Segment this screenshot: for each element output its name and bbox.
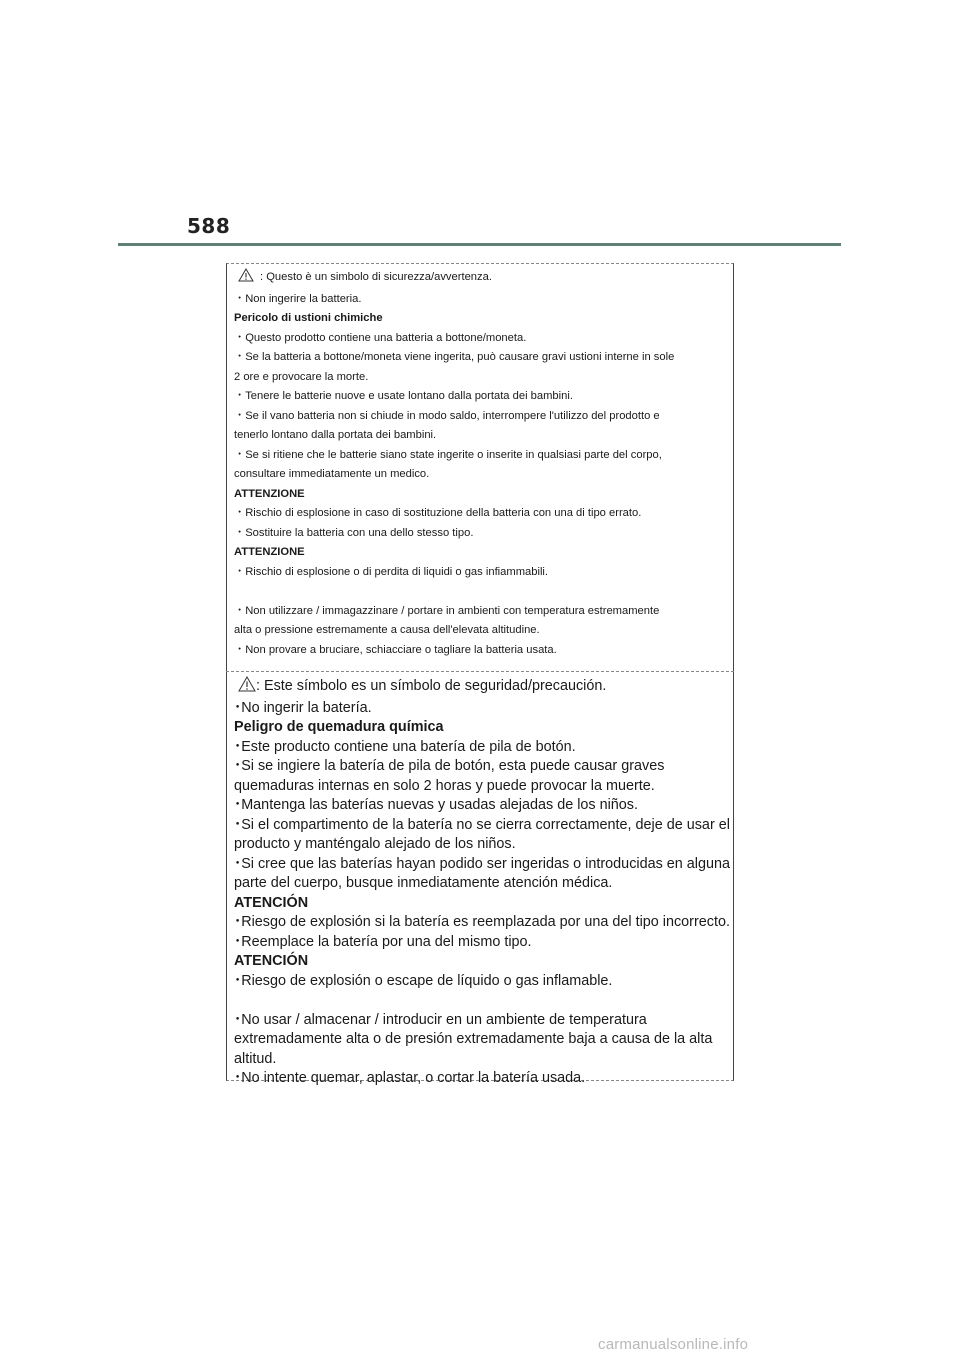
italian-symbol-note: : Questo è un simbolo di sicurezza/avvertenza.: [260, 271, 492, 283]
it-line: ・Questo prodotto contiene una batteria a bottone/moneta.: [234, 331, 527, 344]
it-line: ・Se si ritiene che le batterie siano state ingerite o inserite in qualsiasi parte del corpo,: [234, 448, 662, 461]
es-blank-line: [234, 991, 730, 1011]
it-line: ・Non provare a bruciare, schiacciare o tagliare la batteria usata.: [234, 643, 557, 656]
page-number: 588: [187, 214, 231, 238]
es-line: ･No ingerir la batería.: [234, 699, 372, 716]
it-line: consultare immediatamente un medico.: [234, 468, 430, 480]
language-divider: [226, 671, 734, 672]
es-line: parte del cuerpo, busque inmediatamente atención médica.: [234, 875, 613, 891]
it-line: ・Tenere le batterie nuove e usate lontano dalla portata dei bambini.: [234, 390, 573, 402]
it-line: ・Rischio di esplosione in caso di sostituzione della batteria con una di tipo errato.: [234, 507, 642, 519]
it-line: 2 ore e provocare la morte.: [234, 370, 369, 383]
it-line: ・Sostituire la batteria con una dello stesso tipo.: [234, 526, 474, 539]
es-line: ･Reemplace la batería por una del mismo tipo.: [234, 933, 532, 950]
es-line: altitud.: [234, 1050, 277, 1067]
it-line: ・Non utilizzare / immagazzinare / portare in ambienti con temperatura estremamente: [234, 604, 660, 617]
es-line: extremadamente alta o de presión extremadamente baja a causa de la alta: [234, 1031, 713, 1047]
it-blank-line: [234, 582, 730, 602]
es-heading: ATENCIÓN: [234, 953, 309, 969]
es-line: ･Riesgo de explosión si la batería es reemplazada por una del tipo incorrecto.: [234, 914, 730, 930]
es-line: ･No intente quemar, aplastar, o cortar la batería usada.: [234, 1070, 586, 1086]
es-line: ･Riesgo de explosión o escape de líquido o gas inflamable.: [234, 972, 613, 989]
italian-warning-section: [234, 268, 730, 660]
es-line: ･Si el compartimento de la batería no se cierra correctamente, deje de usar el: [234, 816, 730, 833]
es-line: ･No usar / almacenar / introducir en un ambiente de temperatura: [234, 1011, 647, 1028]
italian-symbol-line: [234, 268, 730, 290]
it-line: ・Rischio di esplosione o di perdita di liquidi o gas infiammabili.: [234, 565, 549, 578]
es-line: ･Si se ingiere la batería de pila de botón, esta puede causar graves: [234, 758, 665, 774]
it-line: ・Non ingerire la batteria.: [234, 292, 362, 305]
it-heading: ATTENZIONE: [234, 546, 305, 558]
it-line: ・Se la batteria a bottone/moneta viene ingerita, può causare gravi ustioni interne in sole: [234, 351, 675, 363]
es-line: ･Este producto contiene una batería de pila de botón.: [234, 738, 576, 755]
it-heading: ATTENZIONE: [234, 487, 305, 500]
spanish-warning-section: [234, 676, 730, 1089]
es-line: ･Mantenga las baterías nuevas y usadas alejadas de los niños.: [234, 797, 638, 813]
es-line: ･Si cree que las baterías hayan podido ser ingeridas o introducidas en alguna: [234, 855, 730, 872]
es-heading: Peligro de quemadura química: [234, 719, 444, 735]
it-line: alta o pressione estremamente a causa dell'elevata altitudine.: [234, 624, 540, 636]
es-line: quemaduras internas en solo 2 horas y puede provocar la muerte.: [234, 777, 655, 794]
it-line: tenerlo lontano dalla portata dei bambini.: [234, 429, 437, 441]
watermark: carmanualsonline.info: [598, 1336, 749, 1353]
header-rule: [118, 243, 841, 246]
spanish-symbol-line: [234, 676, 730, 699]
spanish-symbol-note: : Este símbolo es un símbolo de seguridad/precaución.: [256, 678, 607, 694]
es-line: producto y manténgalo alejado de los niños.: [234, 836, 516, 852]
warning-triangle-icon: [238, 268, 254, 290]
it-line: ・Se il vano batteria non si chiude in modo saldo, interrompere l'utilizzo del prodotto e: [234, 409, 660, 422]
warning-triangle-icon: [238, 676, 256, 699]
it-heading: Pericolo di ustioni chimiche: [234, 312, 383, 324]
es-heading: ATENCIÓN: [234, 894, 309, 911]
